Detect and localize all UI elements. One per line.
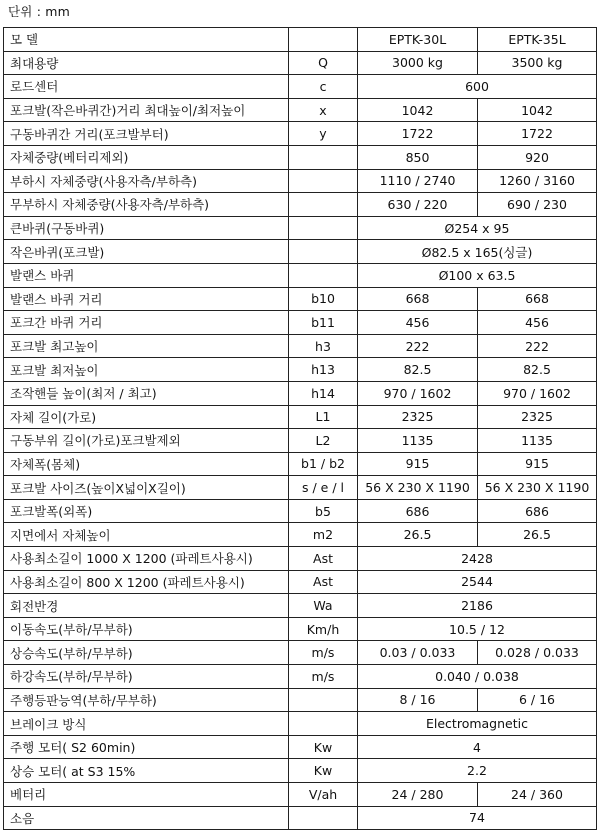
spec-name: 최대용량	[4, 51, 289, 75]
table-row	[4, 806, 597, 830]
spec-name: 조작핸들 높이(최저 / 최고)	[4, 381, 289, 405]
spec-name: 포크발 사이즈(높이X넓이X길이)	[4, 476, 289, 500]
spec-value-model-2: 1722	[478, 122, 597, 146]
table-row	[4, 75, 597, 99]
spec-name: 포크간 바퀴 거리	[4, 311, 289, 335]
spec-value-model-1: 26.5	[358, 523, 478, 547]
spec-value-shared: 600	[358, 75, 597, 99]
spec-symbol: V/ah	[289, 783, 358, 807]
table-row	[4, 476, 597, 500]
spec-symbol: Kw	[289, 759, 358, 783]
spec-name: 로드센터	[4, 75, 289, 99]
spec-value-shared: Ø100 x 63.5	[358, 263, 597, 287]
spec-value-model-1: 915	[358, 452, 478, 476]
spec-symbol: c	[289, 75, 358, 99]
header-model-2: EPTK-35L	[478, 28, 597, 52]
spec-value-model-2: 1135	[478, 429, 597, 453]
spec-symbol: x	[289, 98, 358, 122]
spec-symbol: b10	[289, 287, 358, 311]
spec-symbol: s / e / l	[289, 476, 358, 500]
spec-symbol: m/s	[289, 665, 358, 689]
spec-name: 포크발폭(외폭)	[4, 499, 289, 523]
spec-symbol	[289, 216, 358, 240]
table-row	[4, 594, 597, 618]
spec-value-model-2: 456	[478, 311, 597, 335]
spec-value-model-2: 56 X 230 X 1190	[478, 476, 597, 500]
table-row	[4, 263, 597, 287]
spec-symbol	[289, 240, 358, 264]
table-row	[4, 334, 597, 358]
spec-value-model-2: 920	[478, 145, 597, 169]
spec-name: 상승속도(부하/무부하)	[4, 641, 289, 665]
spec-symbol: h14	[289, 381, 358, 405]
spec-value-shared: 2428	[358, 547, 597, 571]
spec-value-model-1: 1722	[358, 122, 478, 146]
spec-value-model-2: 686	[478, 499, 597, 523]
spec-value-model-2: 2325	[478, 405, 597, 429]
spec-value-model-1: 630 / 220	[358, 193, 478, 217]
table-row	[4, 783, 597, 807]
spec-value-model-1: 456	[358, 311, 478, 335]
spec-value-model-1: 8 / 16	[358, 688, 478, 712]
table-row	[4, 617, 597, 641]
spec-value-model-2: 970 / 1602	[478, 381, 597, 405]
table-row	[4, 311, 597, 335]
table-row	[4, 688, 597, 712]
spec-value-model-1: 1135	[358, 429, 478, 453]
spec-value-shared: 2186	[358, 594, 597, 618]
spec-value-model-2: 24 / 360	[478, 783, 597, 807]
table-row	[4, 735, 597, 759]
table-row	[4, 381, 597, 405]
spec-name: 이동속도(부하/무부하)	[4, 617, 289, 641]
spec-value-shared: Electromagnetic	[358, 712, 597, 736]
spec-name: 발랜스 바퀴	[4, 263, 289, 287]
spec-symbol: Ast	[289, 547, 358, 571]
spec-value-model-1: 82.5	[358, 358, 478, 382]
spec-value-model-2: 6 / 16	[478, 688, 597, 712]
spec-symbol: Q	[289, 51, 358, 75]
spec-value-model-1: 970 / 1602	[358, 381, 478, 405]
spec-name: 지면에서 자체높이	[4, 523, 289, 547]
spec-name: 자체 길이(가로)	[4, 405, 289, 429]
spec-name: 작은바퀴(포크발)	[4, 240, 289, 264]
table-row	[4, 51, 597, 75]
table-row	[4, 523, 597, 547]
table-row	[4, 122, 597, 146]
spec-value-model-2: 690 / 230	[478, 193, 597, 217]
spec-value-model-2: 0.028 / 0.033	[478, 641, 597, 665]
spec-value-model-2: 1260 / 3160	[478, 169, 597, 193]
spec-value-shared: 10.5 / 12	[358, 617, 597, 641]
spec-name: 베터리	[4, 783, 289, 807]
spec-symbol: Wa	[289, 594, 358, 618]
spec-symbol: y	[289, 122, 358, 146]
table-row	[4, 452, 597, 476]
header-symbol	[289, 28, 358, 52]
spec-name: 부하시 자체중량(사용자측/부하측)	[4, 169, 289, 193]
spec-symbol	[289, 688, 358, 712]
spec-value-model-2: 915	[478, 452, 597, 476]
header-row	[4, 28, 597, 52]
table-row	[4, 240, 597, 264]
spec-symbol: L1	[289, 405, 358, 429]
spec-symbol: m/s	[289, 641, 358, 665]
spec-symbol: m2	[289, 523, 358, 547]
spec-symbol: h13	[289, 358, 358, 382]
spec-name: 포크발(작은바퀴간)거리 최대높이/최저높이	[4, 98, 289, 122]
table-row	[4, 287, 597, 311]
spec-value-shared: Ø254 x 95	[358, 216, 597, 240]
spec-symbol: b11	[289, 311, 358, 335]
table-row	[4, 429, 597, 453]
spec-symbol: Km/h	[289, 617, 358, 641]
table-row	[4, 193, 597, 217]
spec-value-shared: 2544	[358, 570, 597, 594]
spec-value-model-2: 668	[478, 287, 597, 311]
table-row	[4, 216, 597, 240]
spec-symbol: b5	[289, 499, 358, 523]
spec-name: 발랜스 바퀴 거리	[4, 287, 289, 311]
spec-value-model-1: 2325	[358, 405, 478, 429]
spec-value-model-2: 26.5	[478, 523, 597, 547]
spec-name: 주행등판능역(부하/무부하)	[4, 688, 289, 712]
spec-table	[3, 27, 597, 830]
spec-name: 회전반경	[4, 594, 289, 618]
spec-symbol: Kw	[289, 735, 358, 759]
spec-value-model-1: 56 X 230 X 1190	[358, 476, 478, 500]
spec-symbol	[289, 169, 358, 193]
spec-name: 상승 모터( at S3 15%	[4, 759, 289, 783]
spec-symbol: Ast	[289, 570, 358, 594]
spec-value-model-1: 686	[358, 499, 478, 523]
spec-name: 포크발 최저높이	[4, 358, 289, 382]
spec-value-model-1: 1110 / 2740	[358, 169, 478, 193]
spec-name: 무부하시 자체중량(사용자측/부하측)	[4, 193, 289, 217]
table-row	[4, 665, 597, 689]
unit-label: 단위 : mm	[8, 4, 71, 19]
spec-name: 자체폭(몸체)	[4, 452, 289, 476]
spec-value-model-2: 222	[478, 334, 597, 358]
spec-symbol	[289, 712, 358, 736]
spec-value-model-1: 3000 kg	[358, 51, 478, 75]
table-row	[4, 641, 597, 665]
spec-symbol: b1 / b2	[289, 452, 358, 476]
spec-name: 자체중량(베터리제외)	[4, 145, 289, 169]
spec-value-shared: 74	[358, 806, 597, 830]
spec-symbol	[289, 145, 358, 169]
spec-symbol	[289, 193, 358, 217]
spec-value-shared: 2.2	[358, 759, 597, 783]
table-row	[4, 145, 597, 169]
header-model-1: EPTK-30L	[358, 28, 478, 52]
spec-name: 큰바퀴(구동바퀴)	[4, 216, 289, 240]
table-row	[4, 358, 597, 382]
table-row	[4, 547, 597, 571]
spec-value-model-1: 222	[358, 334, 478, 358]
spec-name: 사용최소길이 1000 X 1200 (파레트사용시)	[4, 547, 289, 571]
spec-name: 주행 모터( S2 60min)	[4, 735, 289, 759]
spec-name: 소음	[4, 806, 289, 830]
header-model-label: 모 델	[4, 28, 289, 52]
spec-value-model-2: 1042	[478, 98, 597, 122]
spec-symbol	[289, 263, 358, 287]
spec-value-shared: 0.040 / 0.038	[358, 665, 597, 689]
table-row	[4, 570, 597, 594]
spec-symbol: h3	[289, 334, 358, 358]
spec-value-model-1: 668	[358, 287, 478, 311]
spec-symbol: L2	[289, 429, 358, 453]
spec-name: 하강속도(부하/무부하)	[4, 665, 289, 689]
spec-value-model-2: 3500 kg	[478, 51, 597, 75]
spec-name: 구동바퀴간 거리(포크발부터)	[4, 122, 289, 146]
spec-value-model-2: 82.5	[478, 358, 597, 382]
table-row	[4, 405, 597, 429]
spec-name: 브레이크 방식	[4, 712, 289, 736]
spec-name: 구동부위 길이(가로)포크발제외	[4, 429, 289, 453]
spec-value-model-1: 24 / 280	[358, 783, 478, 807]
spec-name: 사용최소길이 800 X 1200 (파레트사용시)	[4, 570, 289, 594]
table-row	[4, 759, 597, 783]
spec-value-model-1: 0.03 / 0.033	[358, 641, 478, 665]
spec-value-shared: Ø82.5 x 165(싱글)	[358, 240, 597, 264]
spec-value-model-1: 1042	[358, 98, 478, 122]
spec-name: 포크발 최고높이	[4, 334, 289, 358]
table-row	[4, 499, 597, 523]
table-row	[4, 712, 597, 736]
spec-symbol	[289, 806, 358, 830]
table-row	[4, 169, 597, 193]
spec-table-body	[4, 28, 597, 830]
table-row	[4, 98, 597, 122]
spec-value-shared: 4	[358, 735, 597, 759]
spec-value-model-1: 850	[358, 145, 478, 169]
